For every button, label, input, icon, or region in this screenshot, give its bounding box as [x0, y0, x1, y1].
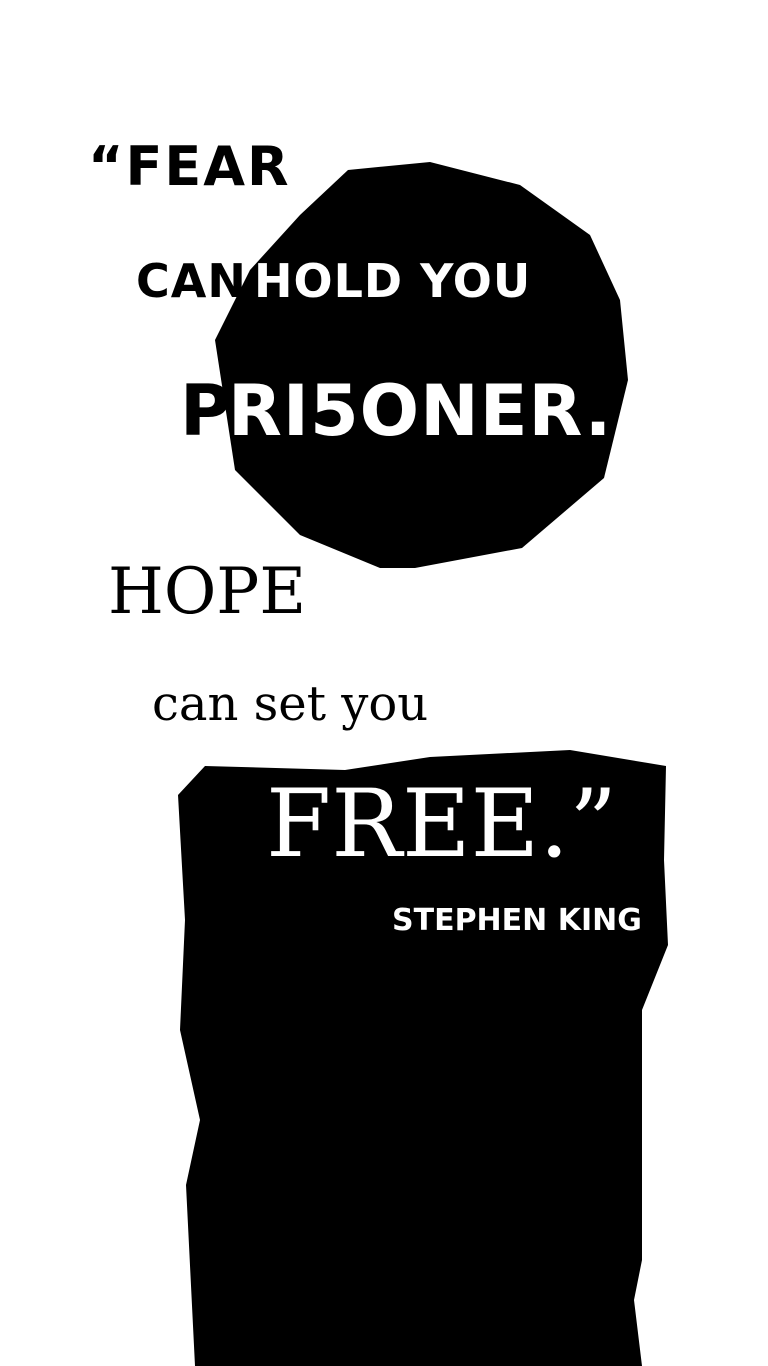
- quote-line-can: CAN: [136, 254, 247, 308]
- round-ink-blob: [215, 162, 628, 568]
- quote-author: STEPHEN KING: [392, 903, 642, 938]
- quote-line-can-set-you: can set you: [152, 676, 429, 732]
- quote-line-fear: “FEAR: [88, 135, 291, 198]
- quote-line-free: FREE.”: [266, 770, 618, 879]
- quote-line-prisoner-start: P: [180, 370, 233, 452]
- quote-line-hope: HOPE: [108, 555, 307, 629]
- quote-line-prisoner-end: RI5ONER.: [228, 370, 613, 452]
- quote-line-hold-you: HOLD YOU: [254, 254, 532, 308]
